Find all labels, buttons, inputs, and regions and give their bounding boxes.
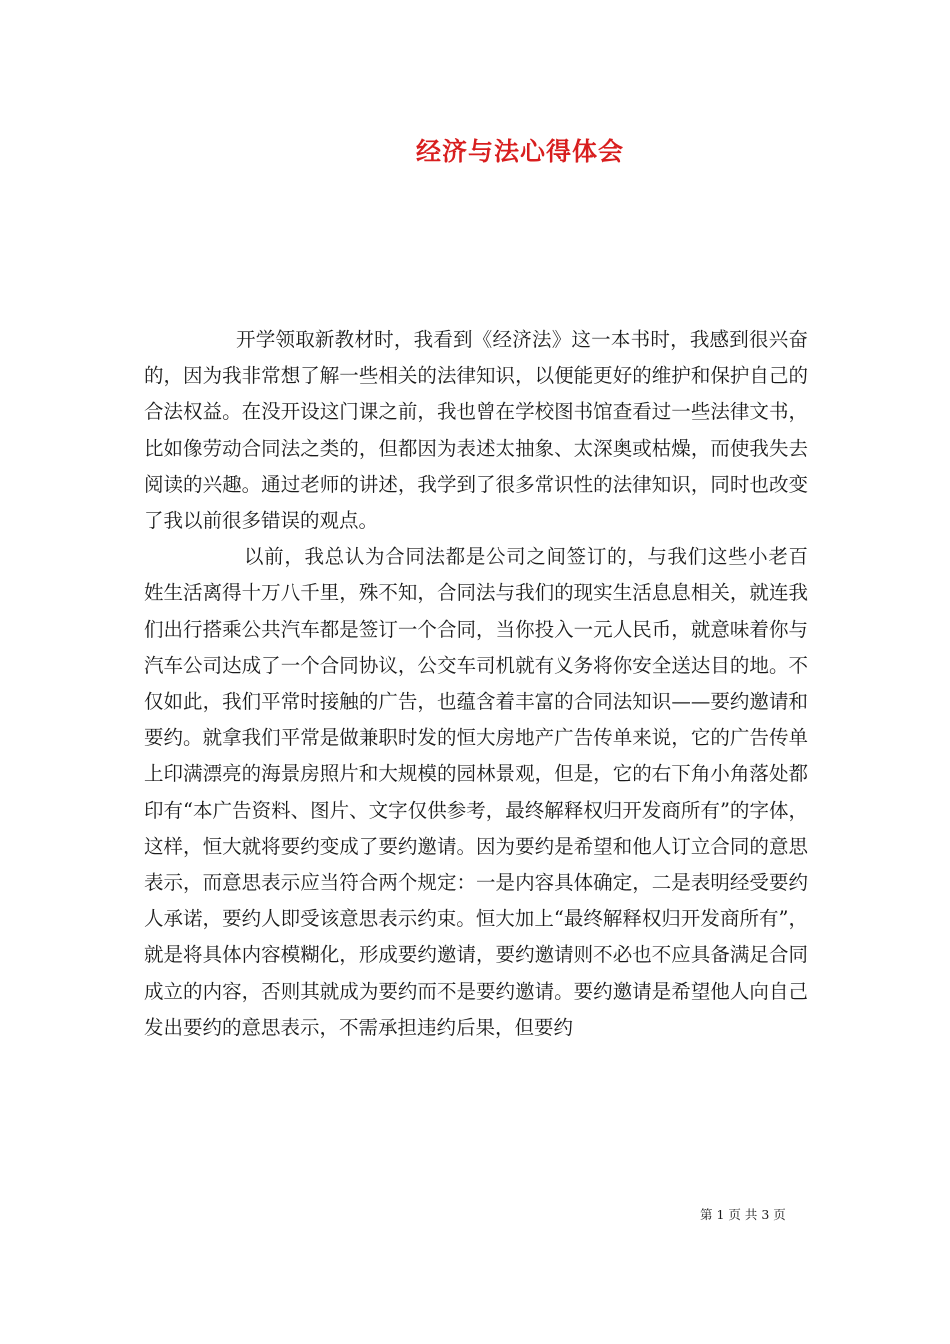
document-body: [144, 322, 808, 1046]
page-number-footer: 第 1 页 共 3 页: [700, 1207, 786, 1222]
page-title: 经济与法心得体会: [415, 137, 624, 166]
paragraph-2: 以前，我总认为合同法都是公司之间签订的，与我们这些小老百姓生活离得十万八千里，殊不知，合同法与我们的现实生活息息相关，就连我们出行搭乘公共汽车都是签订一个合同，当你投入一元人民币，就意味着你与汽车公司达成了一个合同协议，公交车司机就有义务将你安全送达目的地。不仅如此，我们平常时接触的广告，也蕴含着丰富的合同法知识——要约邀请和要约。就拿我们平常是做兼职时发的恒大房地产广告传单来说，它的广告传单上印满漂亮的海景房照片和大规模的园林景观，但是，它的右下角小角落处都印有“本广告资料、图片、文字仅供参考，最终解释权归开发商所有”的字体，这样，恒大就将要约变成了要约邀请。因为要约是希望和他人订立合同的意思表示，而意思表示应当符合两个规定：一是内容具体确定，二是表明经受要约人承诺，要约人即受该意思表示约束。恒大加上“最终解释权归开发商所有”，就是将具体内容模糊化，形成要约邀请，要约邀请则不必也不应具备满足合同成立的内容，否则其就成为要约而不是要约邀请。要约邀请是希望他人向自己发出要约的意思表示，不需承担违约后果，但要约: [144, 545, 808, 1039]
paragraph-1: 开学领取新教材时，我看到《经济法》这一本书时，我感到很兴奋的，因为我非常想了解一些相关的法律知识，以便能更好的维护和保护自己的合法权益。在没开设这门课之前，我也曾在学校图书馆查看过一些法律文书，比如像劳动合同法之类的，但都因为表述太抽象、太深奥或枯燥，而使我失去阅读的兴趣。通过老师的讲述，我学到了很多常识性的法律知识，同时也改变了我以前很多错误的观点。: [144, 328, 808, 533]
